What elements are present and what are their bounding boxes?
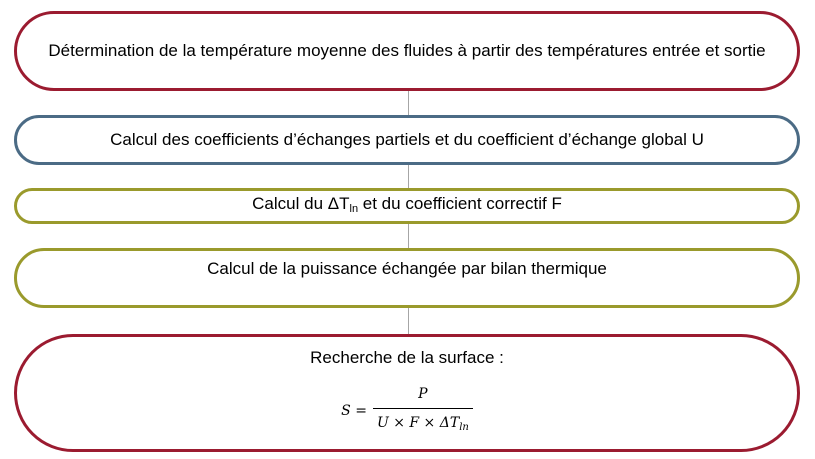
formula-denominator-text: U × F × ΔT <box>376 415 460 431</box>
step-temperature-moyenne <box>14 11 800 91</box>
step-3-text <box>252 192 562 221</box>
step-5-text: Recherche de la surface : <box>310 348 504 367</box>
connector-line-4 <box>408 308 409 334</box>
step-3-text-after: et du coefficient correctif F <box>358 193 562 213</box>
formula-lhs: S = <box>341 403 367 419</box>
connector-line-1 <box>408 91 409 115</box>
step-3-subscript: ln <box>349 202 359 215</box>
formula-denominator <box>373 408 473 440</box>
connector-line-3 <box>408 224 409 248</box>
connector-line-2 <box>408 165 409 188</box>
step-coefficients-echange <box>14 115 800 165</box>
surface-formula <box>341 382 473 440</box>
step-1-text: Détermination de la température moyenne des fluides à partir des températures entrée et sortie <box>48 41 766 60</box>
step-3-text-before: Calcul du ΔT <box>252 193 350 213</box>
formula-denominator-subscript: ln <box>459 422 469 433</box>
formula-numerator: P <box>418 386 428 402</box>
step-delta-t-ln <box>14 188 800 224</box>
step-recherche-surface <box>14 334 800 452</box>
formula-fraction <box>373 382 473 440</box>
step-4-text: Calcul de la puissance échangée par bilan thermique <box>207 259 607 278</box>
step-2-text: Calcul des coefficients d’échanges partiels et du coefficient d’échange global U <box>110 130 704 149</box>
step-puissance-echangee <box>14 248 800 308</box>
